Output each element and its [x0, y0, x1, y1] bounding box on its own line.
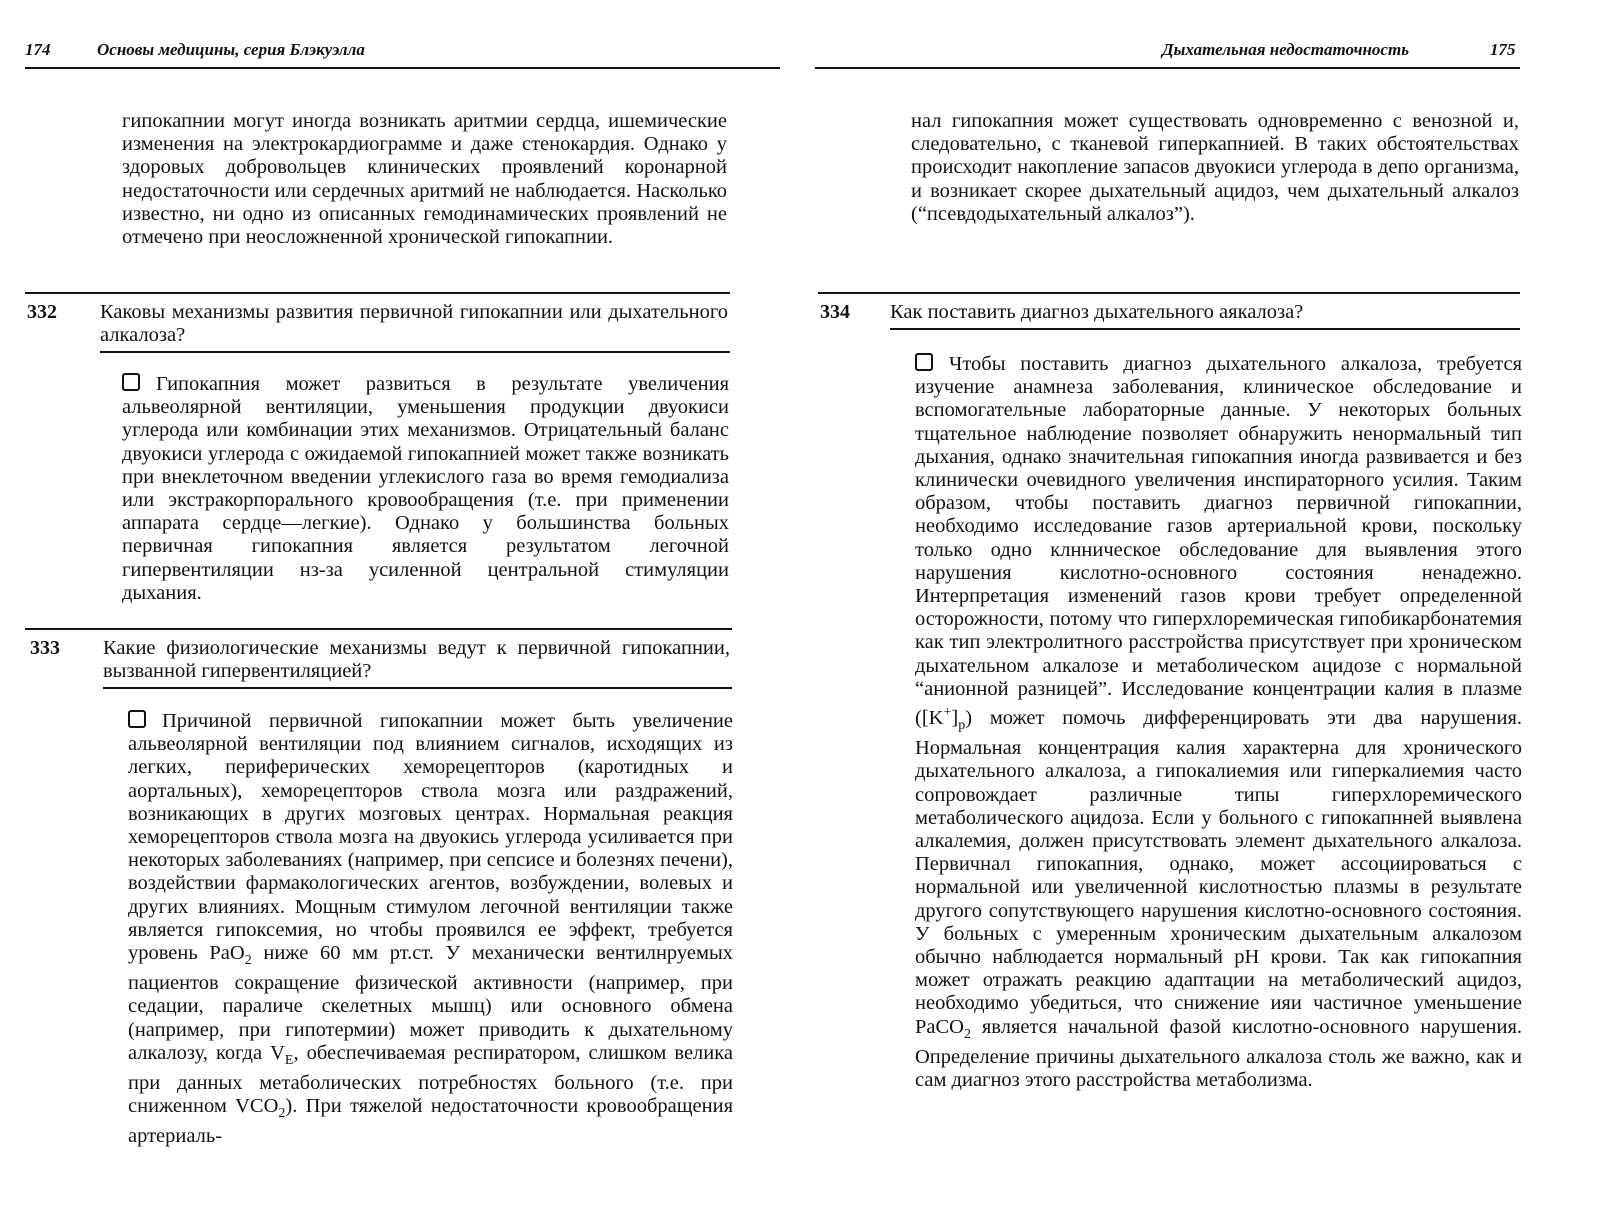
page-number: 174	[25, 40, 51, 59]
answer-text: Чтобы поставить диагноз дыхательного алкалоза, требуется изучение анамнеза заболевания, клиническое обследование и вспомогательные лабораторные данные. У некоторых больных тщательное наблюдение позволяет обнаружить ненормальный тип дыхания, однако значительная гипокапния иногда развивается и без клинически очевидного увеличения инспираторного усилия. Таким образом, чтобы поставить диагноз первичной гипокапнии, необходимо исследование газов артериальной крови, поскольку только одно клнническое обследование для выявления этого нарушения кислотно-основного состояния ненадежно. Интерпретация изменений газов крови требует определенной осторожности, потому что гиперхлоремическая гипобикарбонатемия как тип электролитного расстройства присутствует при хроническом дыхательном алкалозе и метаболическом ацидозе с нормальной “анионной разницей”. Исследование концентрации калия в плазме ([K	[915, 353, 1522, 730]
question-rule	[25, 628, 732, 630]
page-number: 175	[1490, 40, 1516, 59]
question-text: Каковы механизмы развития первичной гипокапнии или дыхательного алкалоза?	[100, 301, 728, 346]
header-rule	[25, 67, 780, 69]
question-rule	[818, 292, 1520, 294]
intro-paragraph: нал гипокапния может существовать одновременно с венозной и, следовательно, с тканевой гиперкапнией. В таких обстоятельствах происходит накопление запасов двуокиси углерода в депо организма, и возникает скорее дыхательный ацидоз, чем дыхательный алкалоз (“псевдодыхательный алкалоз”).	[911, 110, 1519, 225]
right-page	[800, 0, 1600, 1223]
question-underline	[100, 351, 730, 353]
answer-text: ]	[951, 707, 959, 730]
subscript: p	[958, 718, 966, 734]
answer-paragraph	[122, 373, 729, 605]
checkbox-icon	[122, 373, 140, 391]
question-number: 334	[820, 301, 850, 323]
subscript: 2	[963, 1026, 971, 1042]
header-rule	[815, 67, 1520, 69]
question-underline	[890, 328, 1520, 330]
subscript: 2	[244, 953, 252, 969]
question-underline	[103, 687, 732, 689]
answer-paragraph	[128, 710, 733, 1149]
answer-text: , обеспечиваемая респиратором, слишком велика при данных метаболических потребностях больного (т.е. при сниженном VCO	[128, 1041, 733, 1118]
question-number: 332	[27, 301, 57, 323]
answer-text: ). При тяжелой недостаточности кровообращения артериаль-	[128, 1095, 733, 1148]
subscript: 2	[278, 1106, 286, 1122]
answer-text: Причиной первичной гипокапнии может быть увеличение альвеолярной вентиляции под влиянием сигналов, исходящих из легких, периферических хеморецепторов (каротидных и аортальных), хеморецепторов ствола мозга или раздражений, возникающих в других мозговых центрах. Нормальная реакция хеморецепторов ствола мозга на двуокись углерода усиливается при некоторых заболеваниях (например, при сепсисе и болезнях печени), воздействии фармакологических агентов, возбуждении, волевых и других влияниях. Мощным стимулом легочной вентиляции также является гипоксемия, но чтобы проявился ее эффект, требуется уровень PaO	[128, 710, 733, 965]
running-title: Основы медицины, серия Блэкуэлла	[97, 40, 365, 59]
question-text: Как поставить диагноз дыхательного аякалоза?	[890, 301, 1304, 323]
answer-text: ) может помочь дифференцировать эти два нарушения. Нормальная концентрация калия характерна для хронического дыхательного алкалоза, а гипокалиемия или гиперкалиемия часто сопровождает различные типы гиперхлоремического метаболического ацидоза. Если у больного с гипокапнней выявлена алкалемия, должен присутствовать элемент дыхательного алкалоза. Первичнал гипокапния, однако, может ассоциироваться с нормальной или увеличенной кислотностью плазмы в результате другого сопутствующего нарушения кислотно-основного состояния. У больных с умеренным хроническим дыхательным алкалозом обычно наблюдается нормальный pH крови. Так как гипокапния может отражать реакцию адаптации на метаболический ацидоз, необходимо убедиться, что снижение ияи частичное уменьшение PaCO	[915, 707, 1522, 1038]
answer-text: является начальной фазой кислотно-основного нарушения. Определение причины дыхательного алкалоза столь же важно, как и сам диагноз этого расстройства метаболизма.	[915, 1015, 1522, 1092]
checkbox-icon	[915, 353, 933, 371]
answer-text: ниже 60 мм рт.ст. У механически вентилнруемых пациентов сокращение физической активности (например, при седации, параличе скелетных мышц) или основного обмена (например, при гипотермии) может приводить к дыхательному алкалозу, когда V	[128, 942, 733, 1064]
checkbox-icon	[128, 710, 146, 728]
running-title: Дыхательная недостаточность	[1162, 40, 1409, 59]
subscript: E	[284, 1052, 294, 1068]
question-number: 333	[30, 637, 60, 659]
answer-paragraph	[915, 353, 1522, 1092]
intro-paragraph: гипокапнии могут иногда возникать аритмии сердца, ишемические изменения на электрокардиограмме и даже стенокардия. Однако у здоровых добровольцев клинических проявлений коронарной недостаточности или сердечных аритмий не наблюдается. Насколько известно, ни одно из описанных гемодинамических проявлений не отмечено при неосложненной хронической гипокапнии.	[122, 110, 727, 249]
question-rule	[25, 292, 730, 294]
superscript: +	[943, 705, 952, 721]
answer-text: Гипокапния может развиться в результате увеличения альвеолярной вентиляции, уменьшения продукции двуокиси углерода или комбинации этих механизмов. Отрицательный баланс двуокиси углерода с ожидаемой гипокапнией может также возникать при внеклеточном введении углекислого газа во время гемодиализа или экстракорпорального кровообращения (т.е. при применении аппарата сердце—легкие). Однако у большинства больных первичная гипокапния является результатом легочной гипервентиляции нз-за усиленной центральной стимуляции дыхания.	[122, 373, 729, 604]
question-text: Какие физиологические механизмы ведут к первичной гипокапнии, вызванной гипервентиляцией?	[103, 637, 730, 682]
